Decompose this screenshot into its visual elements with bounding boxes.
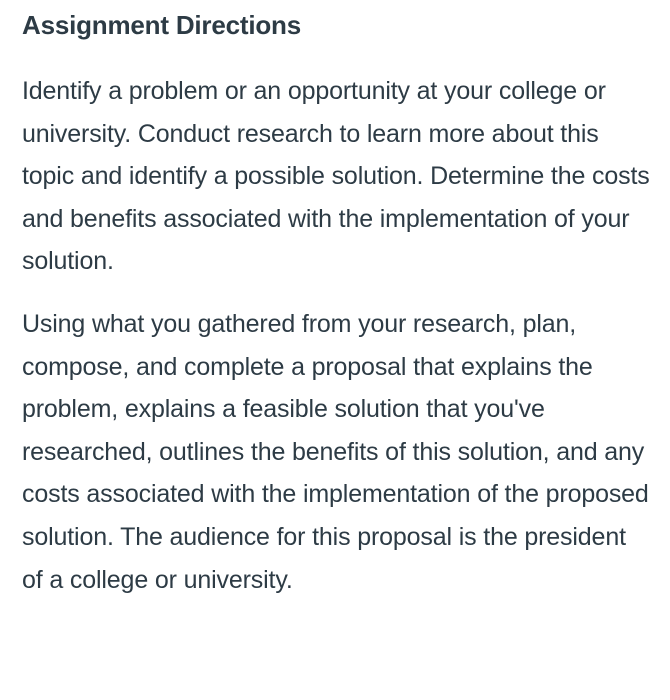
assignment-directions-section: [22, 0, 652, 601]
directions-paragraph-2: Using what you gathered from your research, plan, compose, and complete a proposal that explains the problem, explains a feasible solution that you've researched, outlines the benefits of this solution, and any costs associated with the implementation of the proposed solution. The audience for this proposal is the president of a college or university.: [22, 309, 649, 594]
section-heading: Assignment Directions: [22, 10, 301, 40]
directions-paragraph-1: Identify a problem or an opportunity at your college or university. Conduct research to learn more about this topic and identify a possible solution. Determine the costs and benefits associated with the implementation of your solution.: [22, 77, 650, 276]
